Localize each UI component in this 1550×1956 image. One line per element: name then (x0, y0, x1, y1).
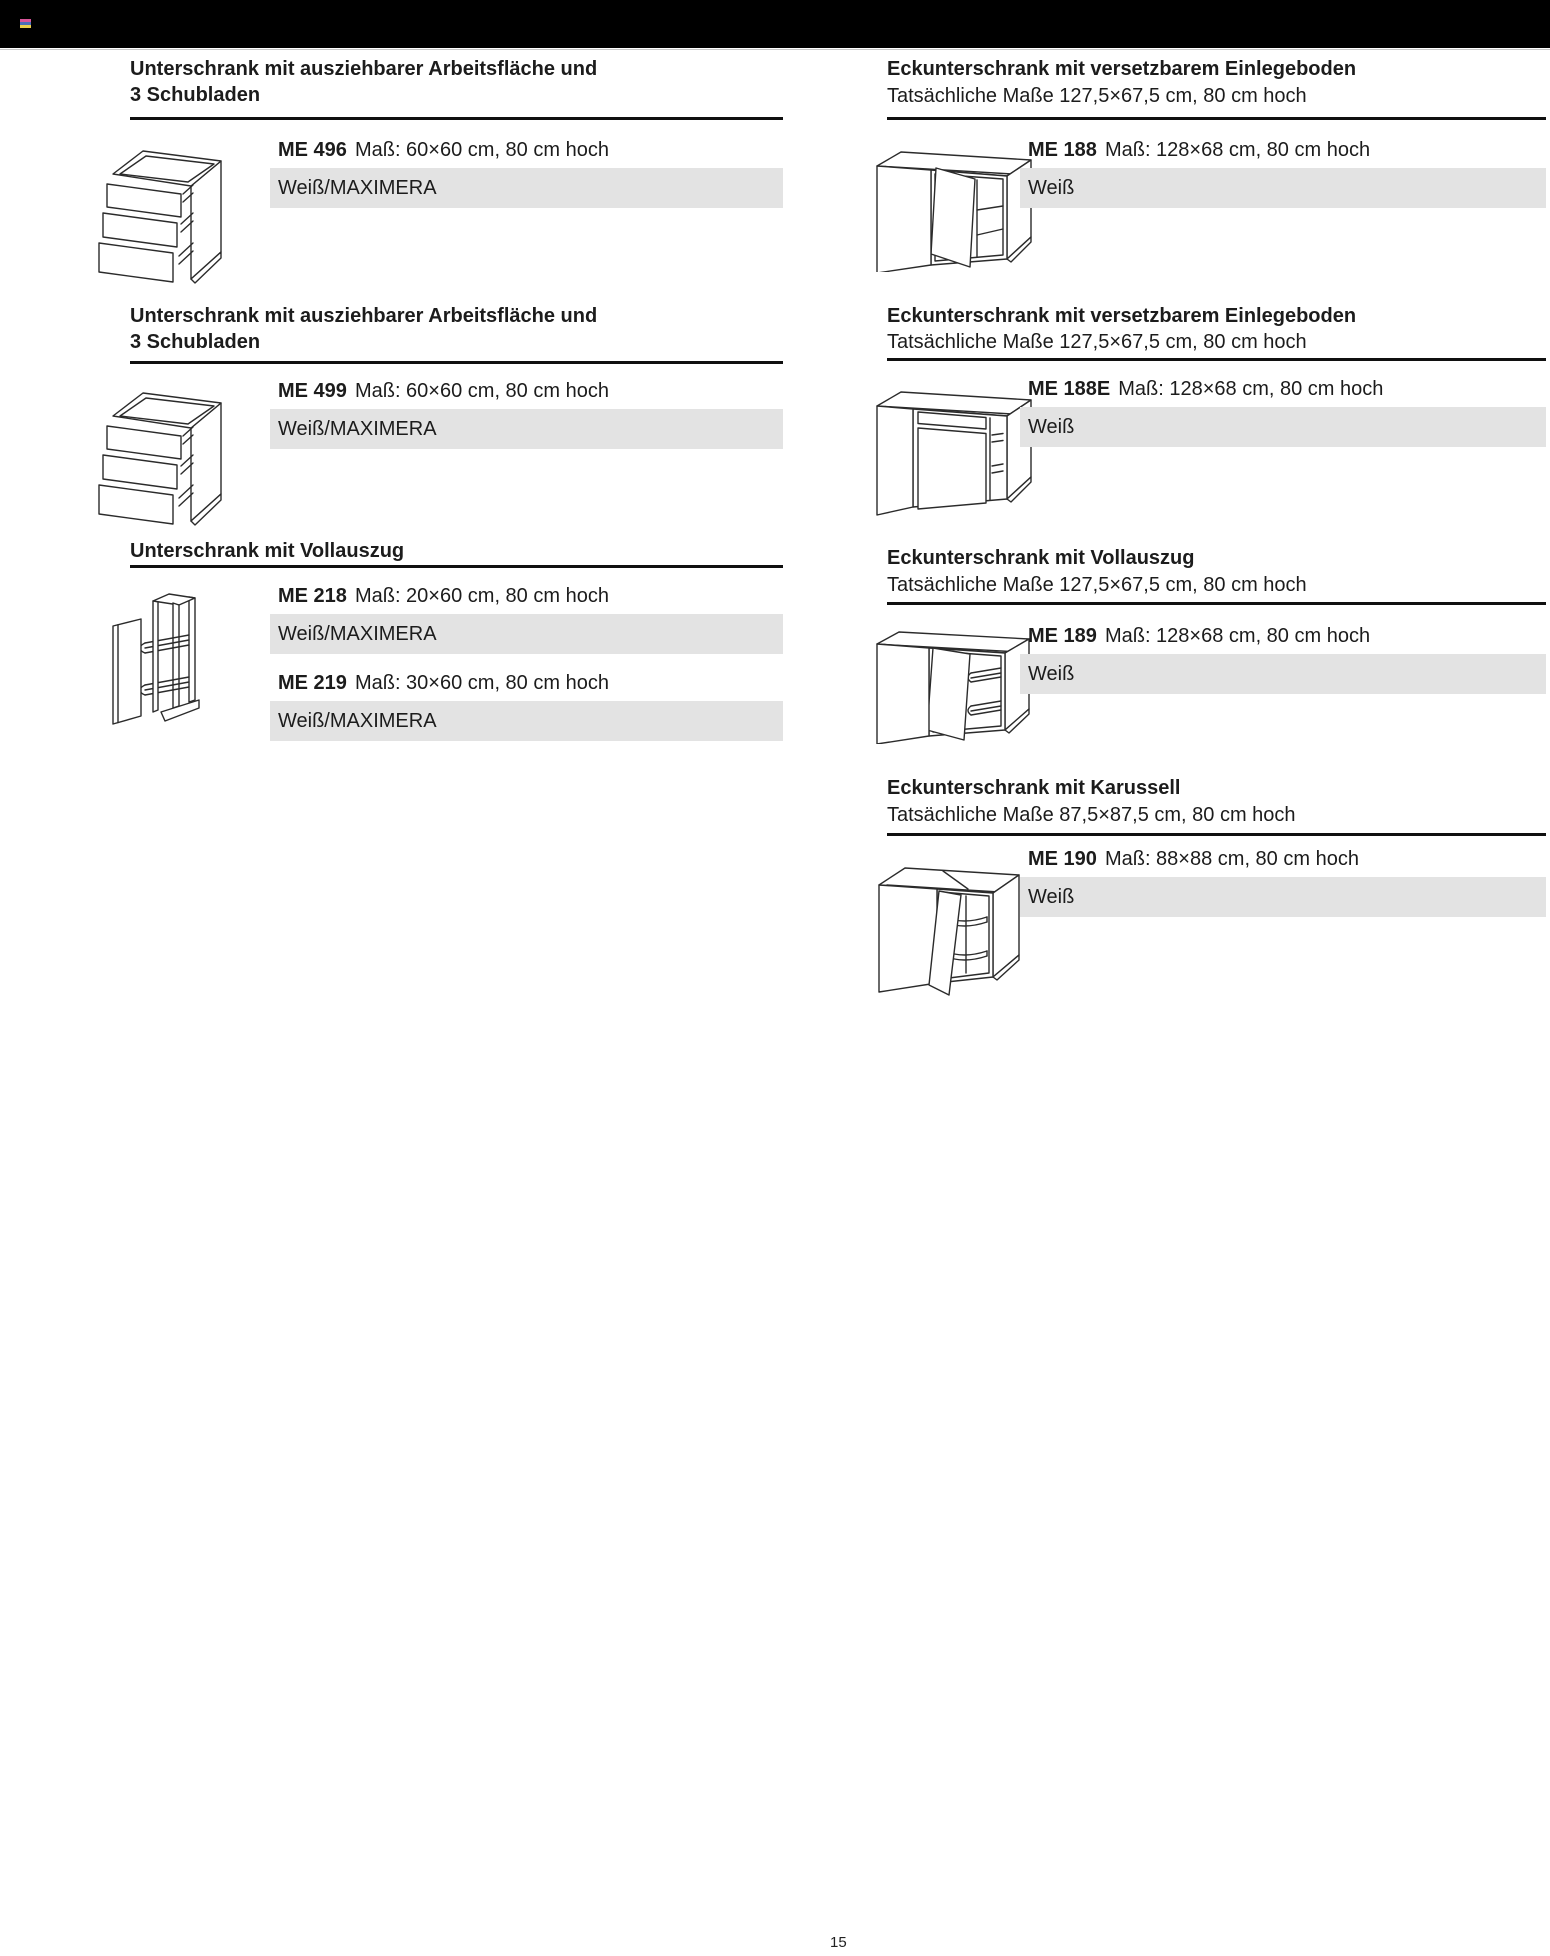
product-specs: Maß: 128×68 cm, 80 cm hoch (1118, 378, 1384, 400)
product-code: ME 499 (278, 380, 347, 402)
flag-stripe-bottom (20, 25, 31, 28)
finish-bar (270, 409, 783, 449)
product-code: ME 218 (278, 585, 347, 607)
product-specs: Maß: 30×60 cm, 80 cm hoch (354, 672, 609, 694)
product-code-line (270, 583, 783, 609)
finish-label: Weiß/MAXIMERA (278, 417, 437, 440)
section-heading (887, 775, 1180, 801)
product-entry (270, 583, 783, 654)
product-illustration-pullout-unit (105, 588, 213, 730)
finish-bar (1020, 168, 1546, 208)
heading-rule (130, 361, 783, 364)
heading-line: Eckunterschrank mit versetzbarem Einlegeboden (887, 58, 1357, 80)
product-code-line (270, 137, 783, 163)
heading-line: Unterschrank mit ausziehbarer Arbeitsfläche und (130, 58, 598, 80)
product-code-line (1020, 137, 1546, 163)
section-heading (130, 56, 597, 108)
heading-rule (887, 117, 1546, 120)
top-bar (0, 0, 1550, 48)
finish-bar (270, 614, 783, 654)
product-code: ME 189 (1028, 625, 1097, 647)
section-heading (887, 303, 1356, 329)
section-heading (130, 303, 597, 355)
product-illustration-drawer-cabinet (97, 140, 233, 290)
product-specs: Maß: 128×68 cm, 80 cm hoch (1104, 625, 1371, 647)
product-code-line (270, 378, 783, 404)
product-code: ME 188 (1028, 139, 1097, 161)
heading-rule (887, 358, 1546, 361)
product-entry (270, 378, 783, 449)
heading-rule (887, 602, 1546, 605)
heading-line: Eckunterschrank mit Vollauszug (887, 547, 1195, 569)
page-number: 15 (830, 1934, 847, 1951)
finish-label: Weiß/MAXIMERA (278, 622, 437, 645)
product-code-line (1020, 376, 1546, 402)
finish-bar (270, 701, 783, 741)
heading-line: Eckunterschrank mit Karussell (887, 777, 1181, 799)
section-heading (887, 545, 1195, 571)
product-illustration-drawer-cabinet (97, 382, 233, 532)
section-subtitle: Tatsächliche Maße 127,5×67,5 cm, 80 cm hoch (887, 331, 1307, 353)
product-specs: Maß: 60×60 cm, 80 cm hoch (354, 380, 609, 402)
product-list (1020, 137, 1546, 208)
product-entry (1020, 376, 1546, 447)
product-code: ME 188E (1028, 378, 1111, 400)
product-specs: Maß: 88×88 cm, 80 cm hoch (1104, 848, 1359, 870)
heading-line: Unterschrank mit ausziehbarer Arbeitsfläche und (130, 305, 598, 327)
product-entry (1020, 137, 1546, 208)
top-bar-divider (0, 49, 1550, 50)
product-list (1020, 376, 1546, 447)
product-specs: Maß: 20×60 cm, 80 cm hoch (354, 585, 609, 607)
product-entry (1020, 846, 1546, 917)
product-illustration-corner-cabinet-pullout (873, 622, 1037, 744)
product-illustration-corner-cabinet-carousel (873, 855, 1037, 997)
product-code: ME 219 (278, 672, 347, 694)
product-specs: Maß: 60×60 cm, 80 cm hoch (354, 139, 609, 161)
finish-label: Weiß (1028, 885, 1075, 908)
finish-bar (1020, 877, 1546, 917)
finish-bar (1020, 654, 1546, 694)
section-heading (130, 538, 404, 564)
product-illustration-corner-cabinet-open-door (873, 140, 1037, 272)
product-list (270, 378, 783, 449)
product-list (270, 583, 783, 741)
product-illustration-corner-cabinet-closed-front (873, 378, 1037, 518)
product-code: ME 190 (1028, 848, 1097, 870)
finish-label: Weiß (1028, 176, 1075, 199)
product-code-line (270, 670, 783, 696)
section-subtitle: Tatsächliche Maße 87,5×87,5 cm, 80 cm hoch (887, 804, 1296, 826)
heading-rule (887, 833, 1546, 836)
heading-rule (130, 565, 783, 568)
product-code-line (1020, 846, 1546, 872)
heading-line: Eckunterschrank mit versetzbarem Einlegeboden (887, 305, 1357, 327)
product-code-line (1020, 623, 1546, 649)
section-subtitle: Tatsächliche Maße 127,5×67,5 cm, 80 cm hoch (887, 85, 1307, 107)
heading-line: 3 Schubladen (130, 331, 261, 353)
product-entry (1020, 623, 1546, 694)
finish-bar (270, 168, 783, 208)
section-subtitle: Tatsächliche Maße 127,5×67,5 cm, 80 cm hoch (887, 574, 1307, 596)
finish-label: Weiß (1028, 415, 1075, 438)
stripe-flag-logo-icon (20, 19, 31, 28)
product-list (270, 137, 783, 208)
product-code: ME 496 (278, 139, 347, 161)
section-heading (887, 56, 1356, 82)
product-entry (270, 670, 783, 741)
finish-label: Weiß (1028, 662, 1075, 685)
finish-bar (1020, 407, 1546, 447)
product-specs: Maß: 128×68 cm, 80 cm hoch (1104, 139, 1371, 161)
product-entry (270, 137, 783, 208)
product-list (1020, 846, 1546, 917)
product-list (1020, 623, 1546, 694)
heading-line: 3 Schubladen (130, 84, 261, 106)
heading-line: Unterschrank mit Vollauszug (130, 540, 405, 562)
heading-rule (130, 117, 783, 120)
finish-label: Weiß/MAXIMERA (278, 709, 437, 732)
finish-label: Weiß/MAXIMERA (278, 176, 437, 199)
